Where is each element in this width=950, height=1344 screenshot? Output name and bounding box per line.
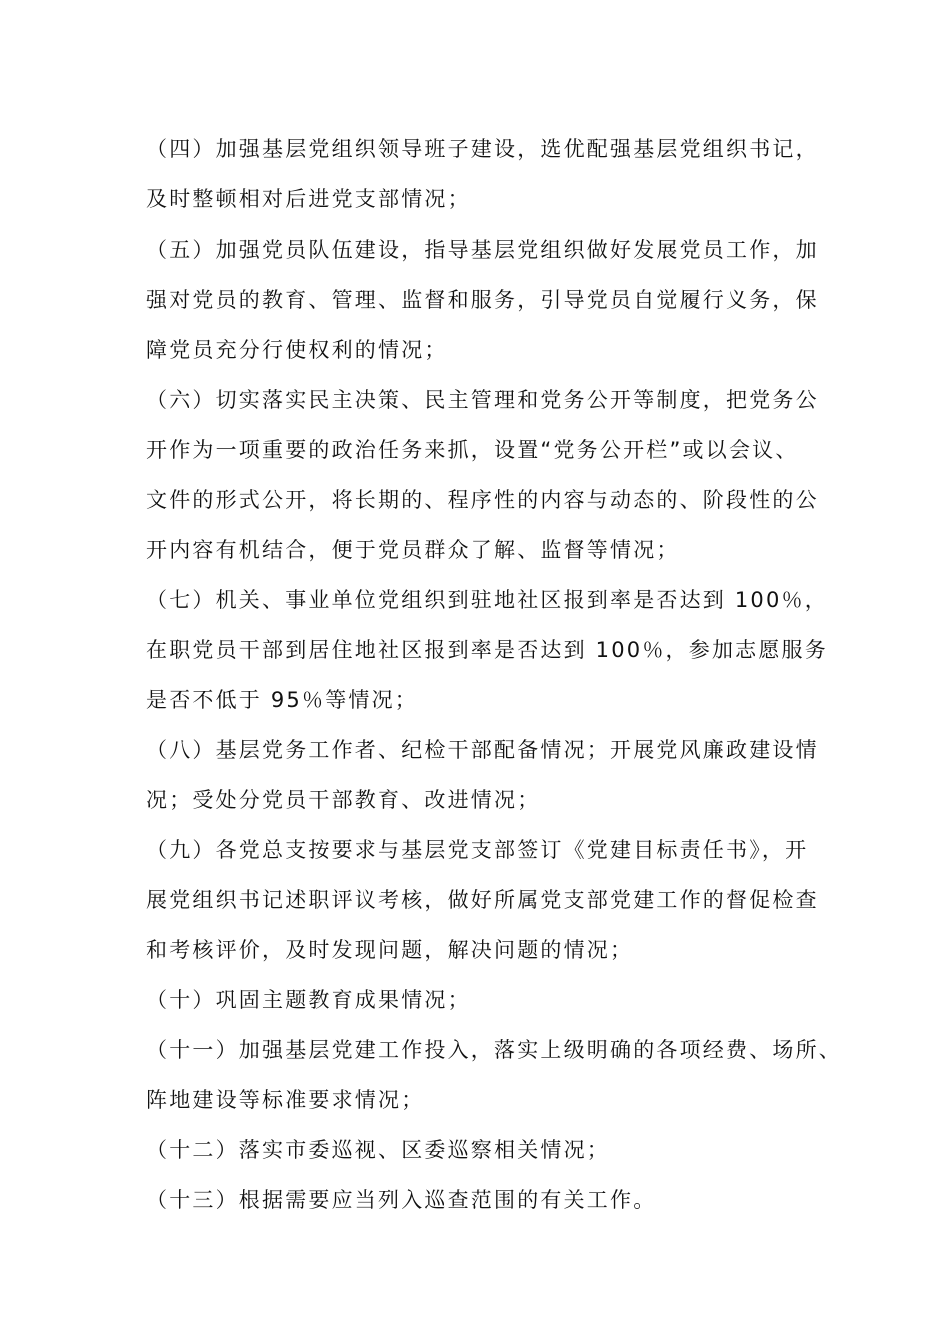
text-line: 阵地建设等标准要求情况； (146, 1088, 425, 1112)
text-line: （四）加强基层党组织领导班子建设，选优配强基层党组织书记， (146, 137, 819, 161)
text-line: 强对党员的教育、管理、监督和服务，引导党员自觉履行义务，保 (146, 288, 819, 312)
text-line: （十）巩固主题教育成果情况； (146, 988, 471, 1012)
text-line: 障党员充分行使权利的情况； (146, 338, 448, 362)
text-line: 文件的形式公开，将长期的、程序性的内容与动态的、阶段性的公 (146, 488, 819, 512)
text-line: 是否不低于 95％等情况； (146, 688, 418, 712)
text-line: （九）各党总支按要求与基层党支部签订《党建目标责任书》，开 (146, 838, 809, 862)
text-line: 和考核评价，及时发现问题，解决问题的情况； (146, 938, 634, 962)
text-line: （十三）根据需要应当列入巡查范围的有关工作。 (146, 1188, 657, 1212)
text-line: （十一）加强基层党建工作投入，落实上级明确的各项经费、场所、 (146, 1038, 842, 1062)
text-line: （七）机关、事业单位党组织到驻地社区报到率是否达到 100％， (146, 588, 828, 612)
text-line: 在职党员干部到居住地社区报到率是否达到 100％，参加志愿服务 (146, 638, 828, 662)
text-line: 开作为一项重要的政治任务来抓，设置“党务公开栏”或以会议、 (146, 438, 799, 462)
text-line: （八）基层党务工作者、纪检干部配备情况；开展党风廉政建设情 (146, 738, 819, 762)
text-line: 及时整顿相对后进党支部情况； (146, 187, 471, 211)
text-line: （六）切实落实民主决策、民主管理和党务公开等制度，把党务公 (146, 388, 819, 412)
text-line: 展党组织书记述职评议考核，做好所属党支部党建工作的督促检查 (146, 888, 819, 912)
text-line: （十二）落实市委巡视、区委巡察相关情况； (146, 1138, 610, 1162)
text-line: 开内容有机结合，便于党员群众了解、监督等情况； (146, 538, 680, 562)
text-line: 况；受处分党员干部教育、改进情况； (146, 788, 541, 812)
text-line: （五）加强党员队伍建设，指导基层党组织做好发展党员工作，加 (146, 238, 819, 262)
